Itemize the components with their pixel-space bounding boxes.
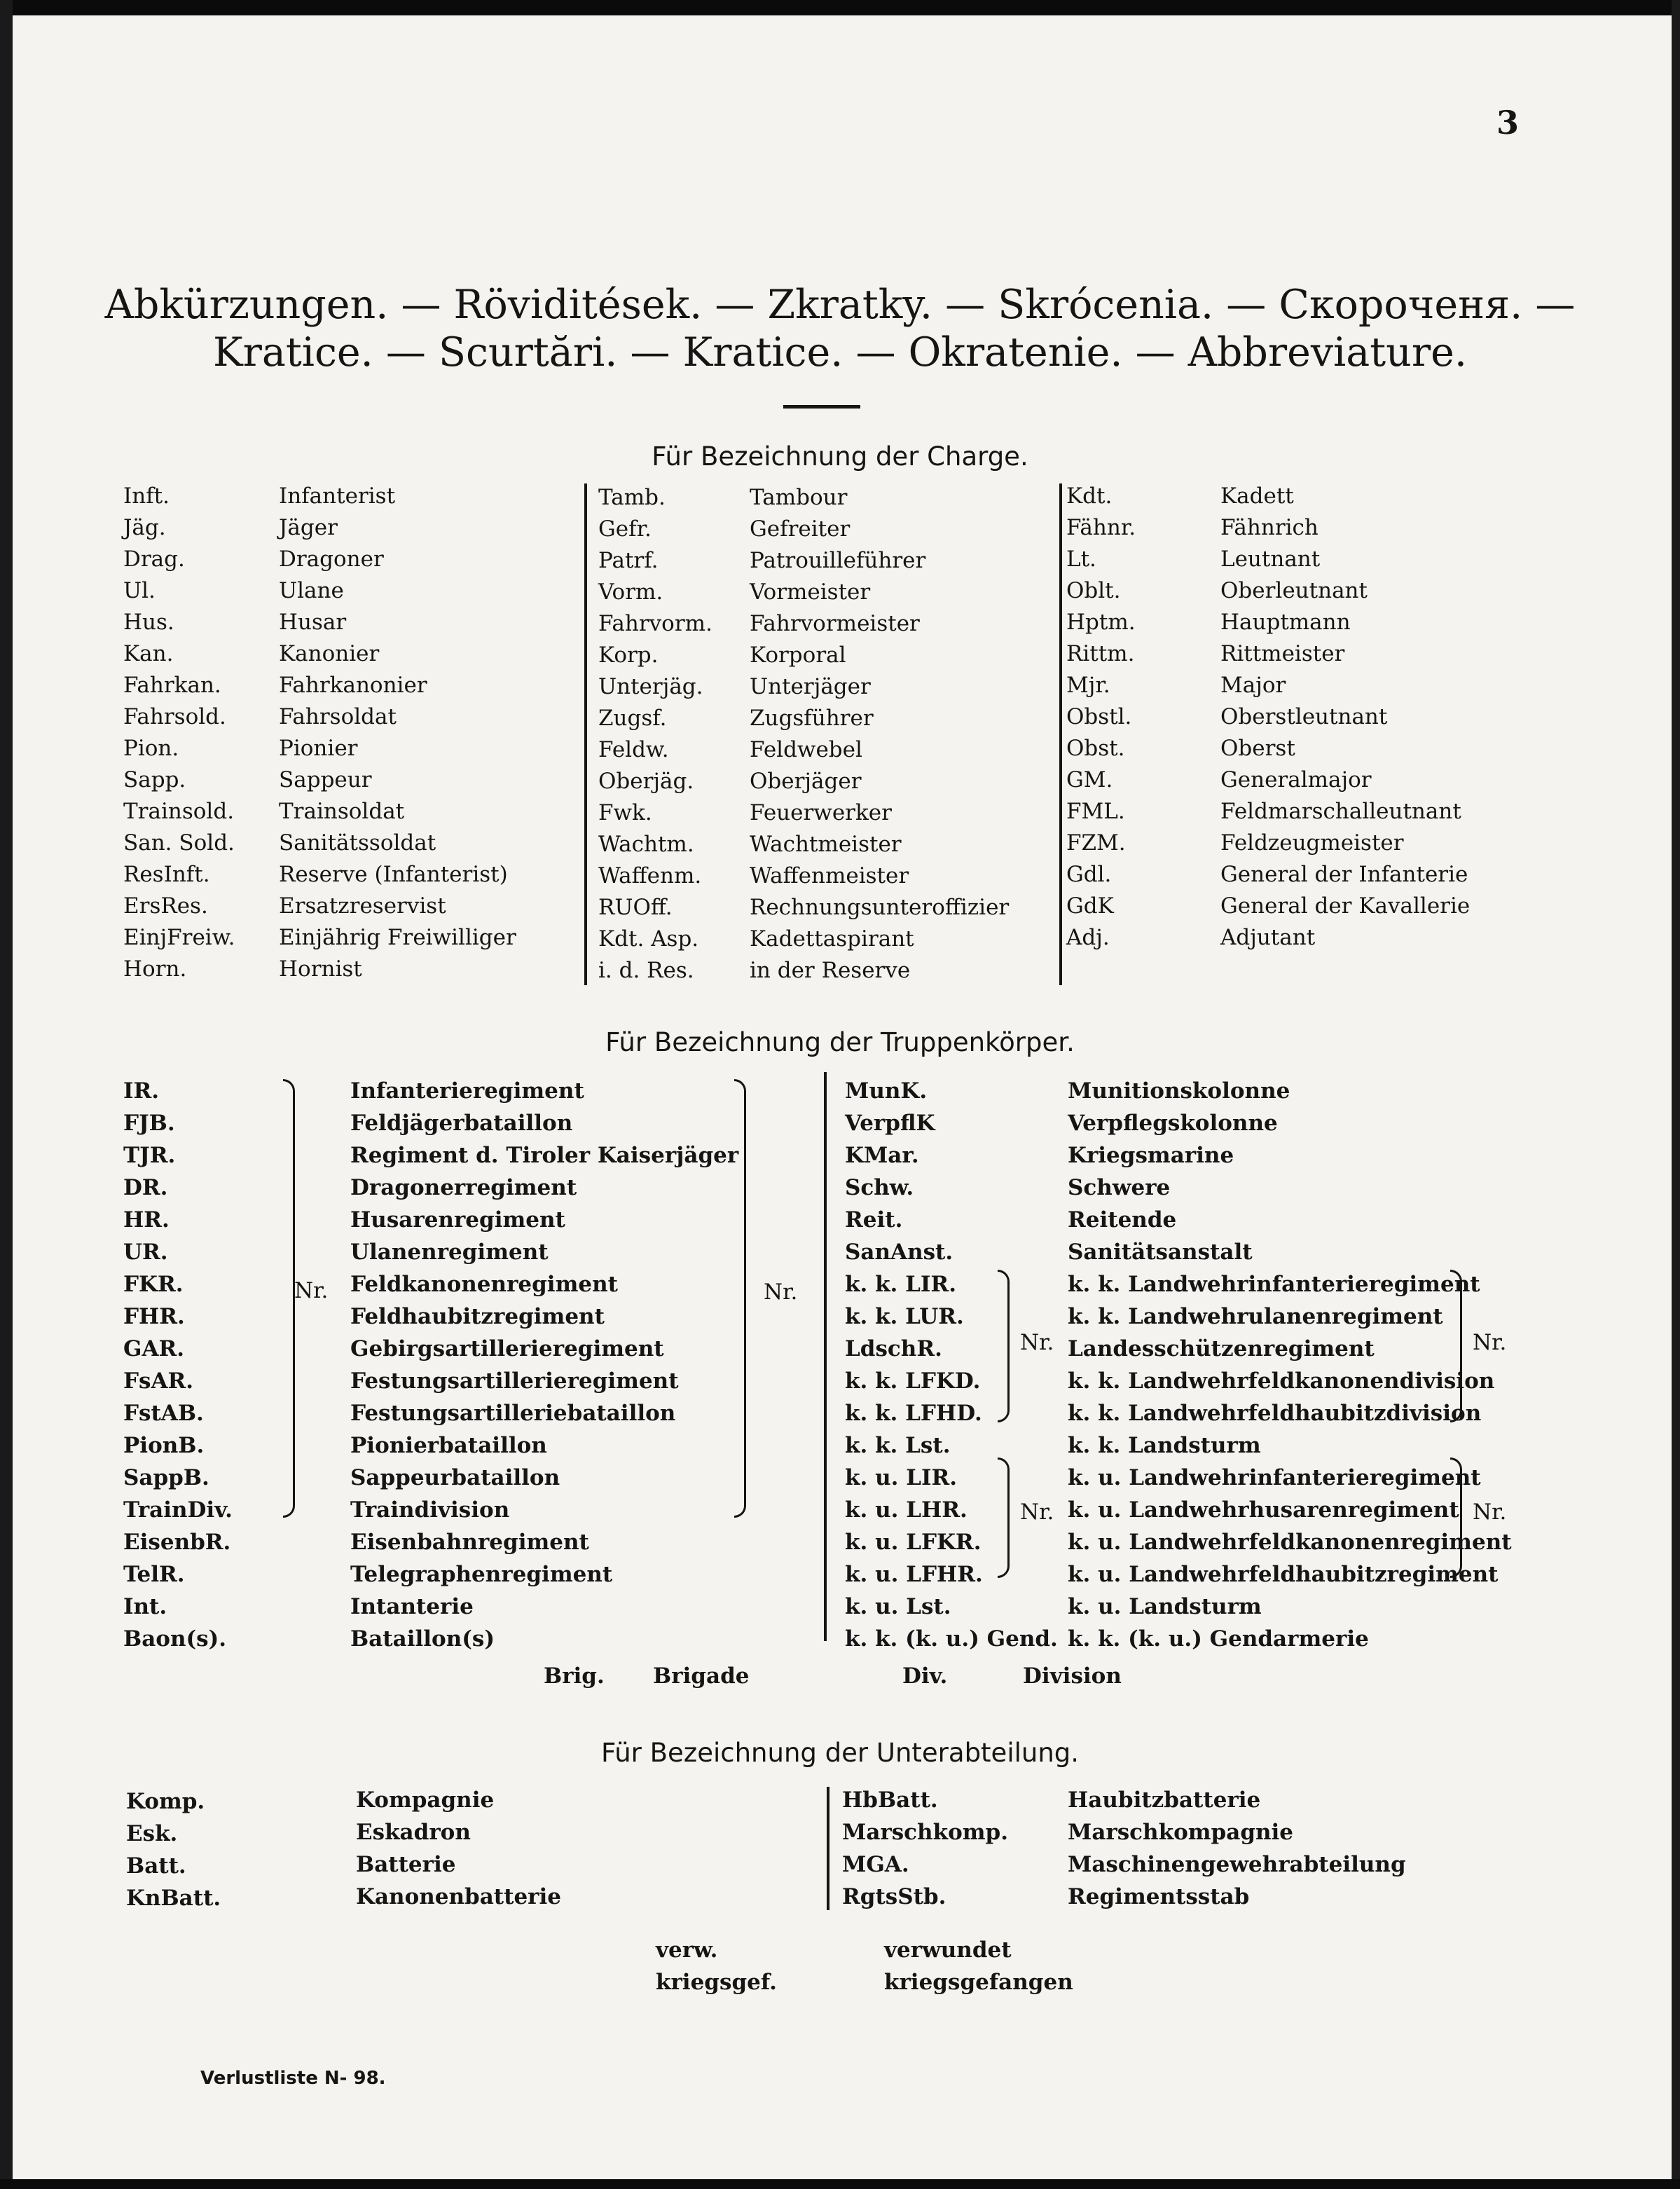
abbreviation: k. k. LFHD. <box>845 1401 982 1426</box>
bracket-kk-group-2 <box>1450 1270 1462 1422</box>
abbreviation-meaning: Kadett <box>1220 483 1294 509</box>
abbreviation: k. u. LIR. <box>845 1465 958 1490</box>
abbreviation: DR. <box>123 1175 168 1200</box>
abbreviation-meaning: Kompagnie <box>356 1787 495 1813</box>
abbreviation: k. k. (k. u.) Gend. <box>845 1626 1058 1652</box>
abbreviation-meaning: k. u. Landsturm <box>1068 1594 1262 1619</box>
unter-left-abbr <box>126 1785 221 1914</box>
abbreviation: TrainDiv. <box>123 1497 233 1523</box>
abbreviation: GM. <box>1066 767 1113 792</box>
charge-col2-abbr <box>598 482 712 987</box>
abbreviation-meaning: Einjährig Freiwilliger <box>279 925 516 950</box>
abbreviation: Inft. <box>123 483 170 509</box>
bracket-kk-group <box>998 1270 1010 1422</box>
abbreviation-meaning: Haubitzbatterie <box>1068 1787 1261 1813</box>
abbreviation: Oblt. <box>1066 578 1121 603</box>
abbreviation: Unterjäg. <box>598 674 703 699</box>
abbreviation: ResInft. <box>123 862 210 887</box>
abbreviation: Kdt. <box>1066 483 1113 509</box>
abbreviation: VerpflK <box>845 1111 935 1136</box>
abbreviation-meaning: Rittmeister <box>1220 641 1345 666</box>
nr-label: Nr. <box>294 1278 329 1303</box>
nr-label: Nr. <box>1473 1500 1507 1525</box>
abbreviation: EisenbR. <box>123 1530 231 1555</box>
charge-col3-abbr <box>1066 481 1136 954</box>
unter-extra-full <box>884 1934 1073 1998</box>
abbreviation-meaning: Bataillon(s) <box>350 1626 495 1652</box>
abbreviation: RUOff. <box>598 895 673 920</box>
abbreviation: Baon(s). <box>123 1626 227 1652</box>
abbreviation: TJR. <box>123 1143 176 1168</box>
abbreviation: Wachtm. <box>598 832 694 857</box>
scan-frame-left <box>0 0 13 2189</box>
unter-right-full <box>1068 1784 1406 1913</box>
charge-col3-full <box>1220 481 1470 954</box>
abbreviation-meaning: Gebirgsartillerieregiment <box>350 1336 664 1361</box>
abbreviation: k. u. LFHR. <box>845 1562 983 1587</box>
abbreviation-meaning: k. k. (k. u.) Gendarmerie <box>1068 1626 1369 1652</box>
abbreviation: Oberjäg. <box>598 769 694 794</box>
abbreviation: Jäg. <box>123 515 166 540</box>
abbreviation: Fwk. <box>598 800 652 825</box>
abbreviation-meaning: Feldmarschalleutnant <box>1220 799 1461 824</box>
abbreviation: FstAB. <box>123 1401 204 1426</box>
abbreviation-meaning: Fähnrich <box>1220 515 1318 540</box>
abbreviation-meaning: Major <box>1220 673 1286 698</box>
abbreviation: ErsRes. <box>123 893 208 919</box>
abbreviation: MunK. <box>845 1078 928 1104</box>
div-full: Division <box>1023 1663 1122 1689</box>
abbreviation: Korp. <box>598 643 659 668</box>
abbreviation: Int. <box>123 1594 167 1619</box>
abbreviation-meaning: Reitende <box>1068 1207 1177 1233</box>
abbreviation-meaning: Marschkompagnie <box>1068 1820 1294 1845</box>
abbreviation-meaning: Vormeister <box>750 579 871 605</box>
abbreviation-meaning: k. k. Landwehrulanenregiment <box>1068 1304 1443 1329</box>
abbreviation-meaning: k. k. Landwehrfeldkanonendivision <box>1068 1368 1495 1394</box>
abbreviation-meaning: Festungsartilleriebataillon <box>350 1401 676 1426</box>
abbreviation-meaning: Pionierbataillon <box>350 1433 547 1458</box>
abbreviation-meaning: Infanterist <box>279 483 396 509</box>
abbreviation-meaning: Kriegsmarine <box>1068 1143 1234 1168</box>
abbreviation-meaning: Fahrvormeister <box>750 611 920 636</box>
abbreviation: Marschkomp. <box>842 1820 1009 1845</box>
abbreviation-meaning: Intanterie <box>350 1594 474 1619</box>
abbreviation: HbBatt. <box>842 1787 938 1813</box>
abbreviation-meaning: Feldkanonenregiment <box>350 1272 618 1297</box>
abbreviation-meaning: Feldjägerbataillon <box>350 1111 573 1136</box>
abbreviation-meaning: Oberstleutnant <box>1220 704 1388 729</box>
abbreviation-meaning: Dragoner <box>279 547 384 572</box>
column-divider <box>1059 483 1062 985</box>
abbreviation-meaning: Leutnant <box>1220 547 1321 572</box>
abbreviation: Rittm. <box>1066 641 1135 666</box>
abbreviation: KMar. <box>845 1143 919 1168</box>
abbreviation: verw. <box>656 1937 718 1963</box>
bracket-ku-group-2 <box>1450 1457 1462 1578</box>
abbreviation: Patrf. <box>598 548 659 573</box>
abbreviation-meaning: Regiment d. Tiroler Kaiserjäger <box>350 1143 739 1168</box>
abbreviation: k. u. LFKR. <box>845 1530 982 1555</box>
unter-extra-abbr <box>656 1934 777 1998</box>
abbreviation: i. d. Res. <box>598 958 694 983</box>
scan-frame-right <box>1672 0 1680 2189</box>
abbreviation-meaning: Patrouilleführer <box>750 548 926 573</box>
abbreviation-meaning: Ersatzreservist <box>279 893 446 919</box>
abbreviation: k. k. LUR. <box>845 1304 964 1329</box>
abbreviation: PionB. <box>123 1433 205 1458</box>
abbreviation: Sapp. <box>123 767 186 792</box>
abbreviation: Gefr. <box>598 516 652 542</box>
abbreviation-meaning: k. k. Landsturm <box>1068 1433 1261 1458</box>
nr-label: Nr. <box>1473 1330 1507 1355</box>
charge-col1-full <box>279 481 516 985</box>
abbreviation: IR. <box>123 1078 160 1104</box>
abbreviation-meaning: k. u. Landwehrhusarenregiment <box>1068 1497 1459 1523</box>
abbreviation: SappB. <box>123 1465 209 1490</box>
charge-col1-abbr <box>123 481 235 985</box>
abbreviation: Fahrkan. <box>123 673 221 698</box>
abbreviation-meaning: Jäger <box>279 515 338 540</box>
brig-full: Brigade <box>653 1663 750 1689</box>
nr-label: Nr. <box>1020 1500 1054 1525</box>
abbreviation-meaning: Telegraphenregiment <box>350 1562 613 1587</box>
abbreviation: Obst. <box>1066 736 1125 761</box>
abbreviation: FKR. <box>123 1272 184 1297</box>
abbreviation-meaning: Feldhaubitzregiment <box>350 1304 605 1329</box>
abbreviation-meaning: Munitionskolonne <box>1068 1078 1290 1104</box>
abbreviation: FZM. <box>1066 830 1126 856</box>
abbreviation: FHR. <box>123 1304 185 1329</box>
abbreviation-meaning: Gefreiter <box>750 516 851 542</box>
abbreviation-meaning: Husarenregiment <box>350 1207 565 1233</box>
abbreviation: Kan. <box>123 641 174 666</box>
nr-label: Nr. <box>1020 1330 1054 1355</box>
abbreviation: SanAnst. <box>845 1240 953 1265</box>
abbreviation: Drag. <box>123 547 185 572</box>
abbreviation-meaning: Ulanenregiment <box>350 1240 549 1265</box>
abbreviation-meaning: Schwere <box>1068 1175 1171 1200</box>
abbreviation-meaning: Reserve (Infanterist) <box>279 862 508 887</box>
abbreviation: Esk. <box>126 1821 178 1846</box>
abbreviation-meaning: Hauptmann <box>1220 610 1351 635</box>
abbreviation: k. u. LHR. <box>845 1497 968 1523</box>
abbreviation: FJB. <box>123 1111 175 1136</box>
abbreviation-meaning: Oberjäger <box>750 769 862 794</box>
abbreviation-meaning: in der Reserve <box>750 958 911 983</box>
div-abbr: Div. <box>902 1663 948 1689</box>
abbreviation: Vorm. <box>598 579 663 605</box>
bracket-left-group-2 <box>734 1079 746 1518</box>
abbreviation-meaning: k. u. Landwehrfeldhaubitzregiment <box>1068 1562 1499 1587</box>
abbreviation: Zugsf. <box>598 706 667 731</box>
abbreviation-meaning: k. u. Landwehrfeldkanonenregiment <box>1068 1530 1512 1555</box>
abbreviation: LdschR. <box>845 1336 942 1361</box>
section-heading-unterabteilung: Für Bezeichnung der Unterabteilung. <box>600 1738 1080 1768</box>
abbreviation-meaning: Festungsartillerieregiment <box>350 1368 679 1394</box>
abbreviation-meaning: Korporal <box>750 643 846 668</box>
page-number: 3 <box>1496 104 1520 142</box>
abbreviation-meaning: Sappeurbataillon <box>350 1465 560 1490</box>
abbreviation: kriegsgef. <box>656 1970 777 1995</box>
abbreviation: Batt. <box>126 1853 186 1879</box>
abbreviation: HR. <box>123 1207 170 1233</box>
abbreviation: k. u. Lst. <box>845 1594 951 1619</box>
abbreviation: Trainsold. <box>123 799 235 824</box>
bracket-ku-group <box>998 1457 1010 1578</box>
abbreviation-meaning: Eskadron <box>356 1820 471 1845</box>
abbreviation-meaning: Trainsoldat <box>279 799 405 824</box>
abbreviation-meaning: Oberst <box>1220 736 1295 761</box>
abbreviation-meaning: Adjutant <box>1220 925 1316 950</box>
abbreviation-meaning: Feldzeugmeister <box>1220 830 1404 856</box>
abbreviation-meaning: Maschinengewehrabteilung <box>1068 1852 1406 1877</box>
abbreviation-meaning: Rechnungsunteroffizier <box>750 895 1010 920</box>
abbreviation-meaning: Kadettaspirant <box>750 926 914 952</box>
abbreviation-meaning: Traindivision <box>350 1497 510 1523</box>
abbreviation-meaning: Sanitätsanstalt <box>1068 1240 1253 1265</box>
abbreviation-meaning: verwundet <box>884 1937 1012 1963</box>
abbreviation: Tamb. <box>598 485 666 510</box>
abbreviation-meaning: Regimentsstab <box>1068 1884 1250 1909</box>
abbreviation: Hus. <box>123 610 174 635</box>
abbreviation-meaning: k. u. Landwehrinfanterieregiment <box>1068 1465 1481 1490</box>
footer-note: Verlustliste N- 98. <box>200 2068 386 2089</box>
abbreviation-meaning: General der Infanterie <box>1220 862 1468 887</box>
abbreviation-meaning: Kanonenbatterie <box>356 1884 562 1909</box>
column-divider <box>584 483 587 985</box>
abbreviation-meaning: Fahrkanonier <box>279 673 427 698</box>
abbreviation-meaning: Eisenbahnregiment <box>350 1530 589 1555</box>
abbreviation-meaning: k. k. Landwehrinfanterieregiment <box>1068 1272 1480 1297</box>
abbreviation: Kdt. Asp. <box>598 926 699 952</box>
abbreviation: Reit. <box>845 1207 903 1233</box>
abbreviation: MGA. <box>842 1852 909 1877</box>
abbreviation-meaning: Feldwebel <box>750 737 862 762</box>
abbreviation: k. k. Lst. <box>845 1433 951 1458</box>
abbreviation: KnBatt. <box>126 1886 221 1911</box>
abbreviation-meaning: General der Kavallerie <box>1220 893 1471 919</box>
column-divider <box>824 1072 827 1641</box>
truppen-left-abbr <box>123 1075 233 1655</box>
abbreviation: San. Sold. <box>123 830 235 856</box>
scan-frame-bottom <box>0 2179 1680 2189</box>
abbreviation-meaning: Sanitätssoldat <box>279 830 436 856</box>
abbreviation-meaning: kriegsgefangen <box>884 1970 1073 1995</box>
abbreviation-meaning: Sappeur <box>279 767 372 792</box>
page-title-line-2: Kratice. — Scurtări. — Kratice. — Okratenie. — Abbreviature. <box>213 329 1467 376</box>
abbreviation: Schw. <box>845 1175 914 1200</box>
abbreviation: k. k. LFKD. <box>845 1368 981 1394</box>
abbreviation-meaning: Pionier <box>279 736 358 761</box>
abbreviation: Fahrsold. <box>123 704 226 729</box>
abbreviation: Ul. <box>123 578 156 603</box>
abbreviation: GAR. <box>123 1336 185 1361</box>
title-rule <box>783 405 860 409</box>
abbreviation-meaning: Landesschützenregiment <box>1068 1336 1375 1361</box>
section-heading-truppenkoerper: Für Bezeichnung der Truppenkörper. <box>605 1027 1075 1057</box>
abbreviation-meaning: Unterjäger <box>750 674 871 699</box>
abbreviation-meaning: Kanonier <box>279 641 380 666</box>
abbreviation: FML. <box>1066 799 1125 824</box>
page-title-line-1: Abkürzungen. — Röviditések. — Zkratky. — Skrócenia. — Скороченя. — <box>104 282 1576 328</box>
abbreviation-meaning: Fahrsoldat <box>279 704 397 729</box>
abbreviation: Adj. <box>1066 925 1110 950</box>
truppen-right-full <box>1068 1075 1512 1655</box>
abbreviation: Mjr. <box>1066 673 1110 698</box>
abbreviation-meaning: Ulane <box>279 578 344 603</box>
abbreviation-meaning: Verpflegskolonne <box>1068 1111 1278 1136</box>
truppen-right-abbr <box>845 1075 1058 1655</box>
abbreviation: Feldw. <box>598 737 669 762</box>
abbreviation: Komp. <box>126 1789 205 1814</box>
abbreviation: Hptm. <box>1066 610 1136 635</box>
abbreviation: Gdl. <box>1066 862 1112 887</box>
abbreviation-meaning: Waffenmeister <box>750 863 909 888</box>
abbreviation-meaning: Feuerwerker <box>750 800 892 825</box>
abbreviation: Lt. <box>1066 547 1096 572</box>
abbreviation: UR. <box>123 1240 168 1265</box>
abbreviation-meaning: Tambour <box>750 485 848 510</box>
abbreviation: RgtsStb. <box>842 1884 946 1909</box>
brig-abbr: Brig. <box>544 1663 605 1689</box>
abbreviation-meaning: Wachtmeister <box>750 832 902 857</box>
section-heading-charge: Für Bezeichnung der Charge. <box>652 441 1028 472</box>
bracket-left-group <box>283 1079 295 1518</box>
abbreviation: k. k. LIR. <box>845 1272 956 1297</box>
column-divider <box>827 1787 829 1910</box>
abbreviation-meaning: Oberleutnant <box>1220 578 1368 603</box>
abbreviation-meaning: Hornist <box>279 956 362 982</box>
abbreviation: Pion. <box>123 736 179 761</box>
truppen-left-full <box>350 1075 738 1655</box>
abbreviation-meaning: Infanterieregiment <box>350 1078 584 1104</box>
abbreviation: Fähnr. <box>1066 515 1136 540</box>
nr-label: Nr. <box>764 1279 798 1305</box>
charge-col2-full <box>750 482 1009 987</box>
abbreviation: Waffenm. <box>598 863 702 888</box>
abbreviation: TelR. <box>123 1562 185 1587</box>
abbreviation: FsAR. <box>123 1368 194 1394</box>
abbreviation-meaning: Generalmajor <box>1220 767 1372 792</box>
abbreviation-meaning: k. k. Landwehrfeldhaubitzdivision <box>1068 1401 1482 1426</box>
abbreviation: GdK <box>1066 893 1114 919</box>
abbreviation: Obstl. <box>1066 704 1132 729</box>
unter-right-abbr <box>842 1784 1008 1913</box>
abbreviation-meaning: Husar <box>279 610 347 635</box>
unter-left-full <box>356 1784 561 1913</box>
abbreviation-meaning: Zugsführer <box>750 706 874 731</box>
scan-frame-top <box>0 0 1680 15</box>
abbreviation: EinjFreiw. <box>123 925 235 950</box>
abbreviation: Horn. <box>123 956 187 982</box>
abbreviation-meaning: Dragonerregiment <box>350 1175 577 1200</box>
abbreviation: Fahrvorm. <box>598 611 712 636</box>
abbreviation-meaning: Batterie <box>356 1852 456 1877</box>
